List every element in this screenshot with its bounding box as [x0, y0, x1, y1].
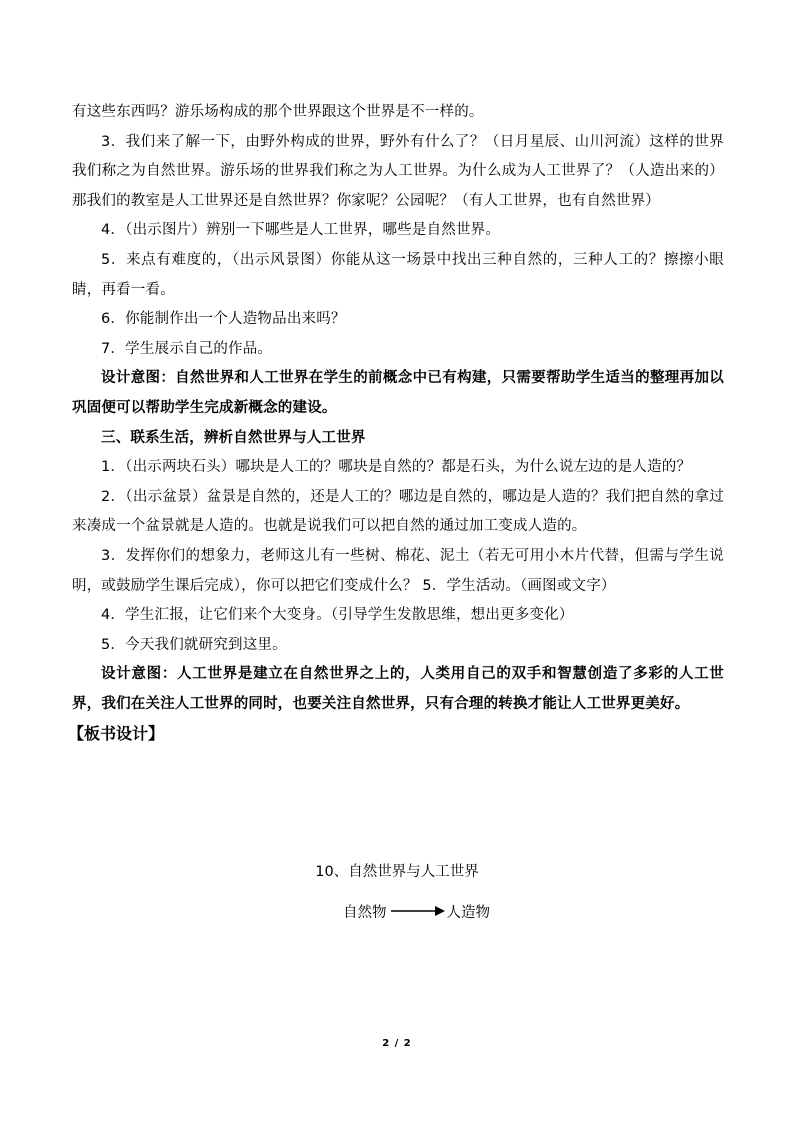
paragraph: 1．（出示两块石头）哪块是人工的？哪块是自然的？都是石头，为什么说左边的是人造的？: [101, 459, 692, 476]
design-intent-paragraph: 设计意图：人工世界是建立在自然世界之上的，人类用自己的双手和智慧创造了多彩的人工世界，我们在关注人工世界的同时，也要关注自然世界，只有合理的转换才能让人工世界更美好。: [72, 666, 724, 712]
paragraph: 2．（出示盆景）盆景是自然的，还是人工的？哪边是自然的，哪边是人造的？我们把自然的拿过来凑成一个盆景就是人造的。也就是说我们可以把自然的通过加工变成人造的。: [72, 488, 724, 535]
board-right-label: 人造物: [446, 904, 490, 921]
design-intent-paragraph: 设计意图：自然世界和人工世界在学生的前概念中已有构建，只需要帮助学生适当的整理再加以巩固便可以帮助学生完成新概念的建设。: [72, 370, 724, 416]
paragraph: 3．我们来了解一下，由野外构成的世界，野外有什么了？（日月星辰、山川河流）这样的世界我们称之为自然世界。游乐场的世界我们称之为人工世界。为什么成为人工世界了？（人造出来的）那我们的教室是人工世界还是自然世界？你家呢？公园呢？（有人工世界，也有自然世界）: [72, 133, 724, 209]
paragraph: 5．今天我们就研究到这里。: [101, 636, 287, 653]
paragraph: 4．学生汇报，让它们来个大变身。（引导学生发散思维，想出更多变化）: [101, 607, 574, 624]
paragraph: 6．你能制作出一个人造物品出来吗？: [101, 311, 346, 328]
board-title: 10、自然世界与人工世界: [315, 864, 479, 880]
page-number: 2 / 2: [382, 1038, 412, 1049]
paragraph: 7．学生展示自己的作品。: [101, 340, 273, 357]
right-arrow-icon: [391, 905, 445, 917]
board-diagram: [343, 898, 490, 924]
board-left-label: 自然物: [343, 904, 387, 921]
paragraph: 5．来点有难度的，（出示风景图）你能从这一场景中找出三种自然的，三种人工的？擦擦小眼睛，再看一看。: [72, 251, 724, 298]
document-body: [68, 98, 724, 749]
paragraph: 3．发挥你们的想象力，老师这儿有一些树、棉花、泥土（若无可用小木片代替，但需与学生说明，或鼓励学生课后完成），你可以把它们变成什么？ 5．学生活动。（画图或文字）: [72, 547, 724, 594]
paragraph: 4．（出示图片）辨别一下哪些是人工世界，哪些是自然世界。: [101, 222, 501, 239]
section-heading: 三、联系生活，辨析自然世界与人工世界: [101, 429, 366, 446]
board-design-heading: 【板书设计】: [68, 724, 165, 744]
paragraph: 有这些东西吗？游乐场构成的那个世界跟这个世界是不一样的。: [72, 104, 484, 120]
